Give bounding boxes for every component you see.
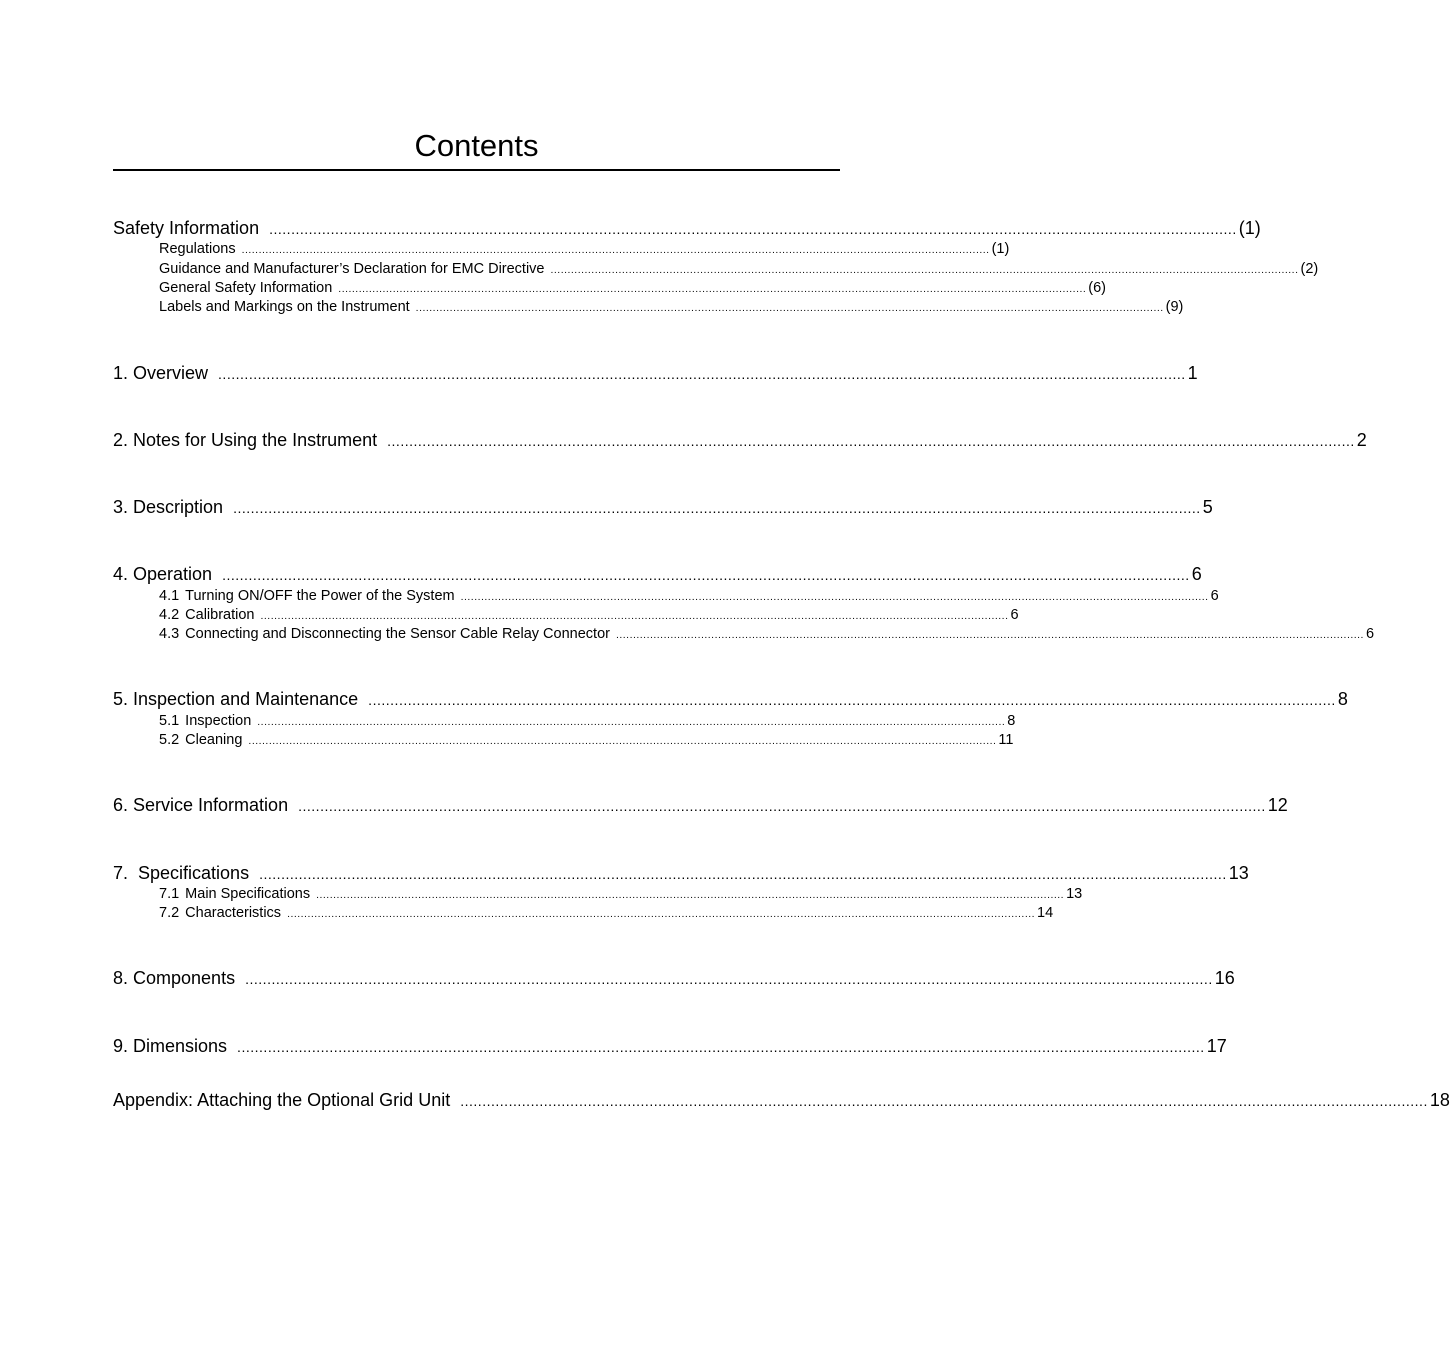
toc-entry-label: Appendix: Attaching the Optional Grid Unit [113, 1090, 451, 1110]
toc-entry-operation[interactable] [113, 563, 1202, 586]
toc-entry-label: 1. Overview [113, 363, 209, 383]
toc-entry-label: Connecting and Disconnecting the Sensor Cable Relay Connector [185, 626, 610, 642]
toc-entry-emc-directive[interactable] [159, 260, 1319, 280]
toc-entry-page: 14 [1037, 905, 1054, 921]
dot-leader: ............................................................................................................................................................................................................................ [316, 890, 1065, 901]
toc-entry-label: 9. Dimensions [113, 1036, 228, 1056]
dot-leader: ............................................................................................................................................................................................................................ [298, 798, 1266, 814]
toc-entry-label: 3. Description [113, 497, 224, 517]
toc-entry-appendix[interactable] [113, 1089, 1450, 1112]
toc-entry-service-information[interactable] [113, 794, 1288, 817]
dot-leader: ............................................................................................................................................................................................................................ [460, 1093, 1428, 1109]
toc-entry-label: 2. Notes for Using the Instrument [113, 430, 378, 450]
toc-entry-page: 13 [1066, 886, 1083, 902]
toc-entry-7-1[interactable] [159, 885, 1083, 905]
toc-entry-page: (1) [991, 241, 1010, 257]
toc-entry-label: Regulations [159, 241, 236, 257]
toc-entry-number: 7.2 [159, 905, 180, 921]
toc-entry-page: 2 [1356, 430, 1367, 450]
toc-entry-page: (2) [1300, 261, 1319, 277]
dot-leader: ............................................................................................................................................................................................................................ [245, 971, 1213, 987]
toc-entry-page: 5 [1202, 497, 1213, 517]
dot-leader: ............................................................................................................................................................................................................................ [615, 630, 1364, 641]
dot-leader: ............................................................................................................................................................................................................................ [222, 567, 1190, 583]
toc-entry-page: (9) [1165, 299, 1184, 315]
toc-entry-label: Characteristics [185, 905, 282, 921]
dot-leader: ............................................................................................................................................................................................................................ [287, 909, 1036, 920]
dot-leader: ............................................................................................................................................................................................................................ [260, 611, 1009, 622]
toc-entry-label: Turning ON/OFF the Power of the System [185, 588, 455, 604]
toc-entry-number: 4.3 [159, 626, 180, 642]
dot-leader: ............................................................................................................................................................................................................................ [259, 866, 1227, 882]
toc-entry-label: Cleaning [185, 732, 243, 748]
toc-entry-page: 1 [1187, 363, 1198, 383]
dot-leader: ............................................................................................................................................................................................................................ [218, 366, 1186, 382]
toc-entry-label: 4. Operation [113, 564, 213, 584]
dot-leader: ............................................................................................................................................................................................................................ [387, 433, 1355, 449]
toc-entry-4-1[interactable] [159, 587, 1219, 607]
toc-entry-page: 6 [1210, 588, 1219, 604]
title-rule [113, 169, 840, 171]
toc-entry-safety-information[interactable] [113, 217, 1261, 240]
toc-entry-label: 6. Service Information [113, 795, 289, 815]
toc-entry-page: 8 [1007, 713, 1016, 729]
dot-leader: ............................................................................................................................................................................................................................ [415, 303, 1164, 314]
toc-entry-label: Calibration [185, 607, 255, 623]
dot-leader: ............................................................................................................................................................................................................................ [237, 1039, 1205, 1055]
toc-entry-inspection-maintenance[interactable] [113, 688, 1348, 711]
toc-entry-page: 17 [1206, 1036, 1227, 1056]
toc-entry-label: Safety Information [113, 218, 260, 238]
dot-leader: ............................................................................................................................................................................................................................ [233, 500, 1201, 516]
toc-entry-page: (6) [1088, 280, 1107, 296]
toc-entry-notes[interactable] [113, 429, 1367, 452]
toc-entry-4-3[interactable] [159, 625, 1375, 645]
toc-entry-page: (1) [1238, 218, 1261, 238]
toc-entry-label: 8. Components [113, 968, 236, 988]
toc-entry-page: 6 [1365, 626, 1375, 642]
dot-leader: ............................................................................................................................................................................................................................ [269, 221, 1237, 237]
toc-entry-regulations[interactable] [159, 240, 1010, 260]
toc-entry-number: 5.2 [159, 732, 180, 748]
toc-entry-number: 4.2 [159, 607, 180, 623]
toc-entry-label: General Safety Information [159, 280, 333, 296]
toc-entry-page: 8 [1337, 689, 1348, 709]
toc-entry-5-2[interactable] [159, 731, 1014, 751]
toc-entry-4-2[interactable] [159, 606, 1019, 626]
toc-entry-description[interactable] [113, 496, 1213, 519]
toc-entry-dimensions[interactable] [113, 1035, 1227, 1058]
toc-entry-label: Labels and Markings on the Instrument [159, 299, 410, 315]
toc-entry-page: 6 [1191, 564, 1202, 584]
dot-leader: ............................................................................................................................................................................................................................ [460, 592, 1209, 603]
toc-entry-page: 11 [998, 732, 1014, 748]
dot-leader: ............................................................................................................................................................................................................................ [550, 265, 1299, 276]
toc-entry-specifications[interactable] [113, 862, 1249, 885]
toc-entry-page: 6 [1010, 607, 1019, 623]
toc-entry-page: 16 [1214, 968, 1235, 988]
page-title: Contents [414, 128, 539, 163]
toc-entry-page: 18 [1429, 1090, 1450, 1110]
dot-leader: ............................................................................................................................................................................................................................ [248, 736, 997, 747]
toc-entry-label: 7. Specifications [113, 863, 250, 883]
toc-entry-label: Guidance and Manufacturer’s Declaration for EMC Directive [159, 261, 545, 277]
toc-entry-label: Main Specifications [185, 886, 311, 902]
toc-entry-label: Inspection [185, 713, 252, 729]
toc-entry-labels-markings[interactable] [159, 298, 1184, 318]
toc-entry-number: 4.1 [159, 588, 180, 604]
toc-entry-components[interactable] [113, 967, 1235, 990]
toc-entry-overview[interactable] [113, 362, 1198, 385]
toc-entry-number: 7.1 [159, 886, 180, 902]
toc-entry-5-1[interactable] [159, 712, 1016, 732]
toc-entry-general-safety[interactable] [159, 279, 1107, 299]
toc-entry-page: 12 [1267, 795, 1288, 815]
toc-entry-label: 5. Inspection and Maintenance [113, 689, 359, 709]
toc-entry-number: 5.1 [159, 713, 180, 729]
toc-entry-page: 13 [1228, 863, 1249, 883]
dot-leader: ............................................................................................................................................................................................................................ [241, 245, 990, 256]
dot-leader: ............................................................................................................................................................................................................................ [368, 692, 1336, 708]
dot-leader: ............................................................................................................................................................................................................................ [338, 284, 1087, 295]
toc-entry-7-2[interactable] [159, 904, 1054, 924]
dot-leader: ............................................................................................................................................................................................................................ [257, 717, 1006, 728]
